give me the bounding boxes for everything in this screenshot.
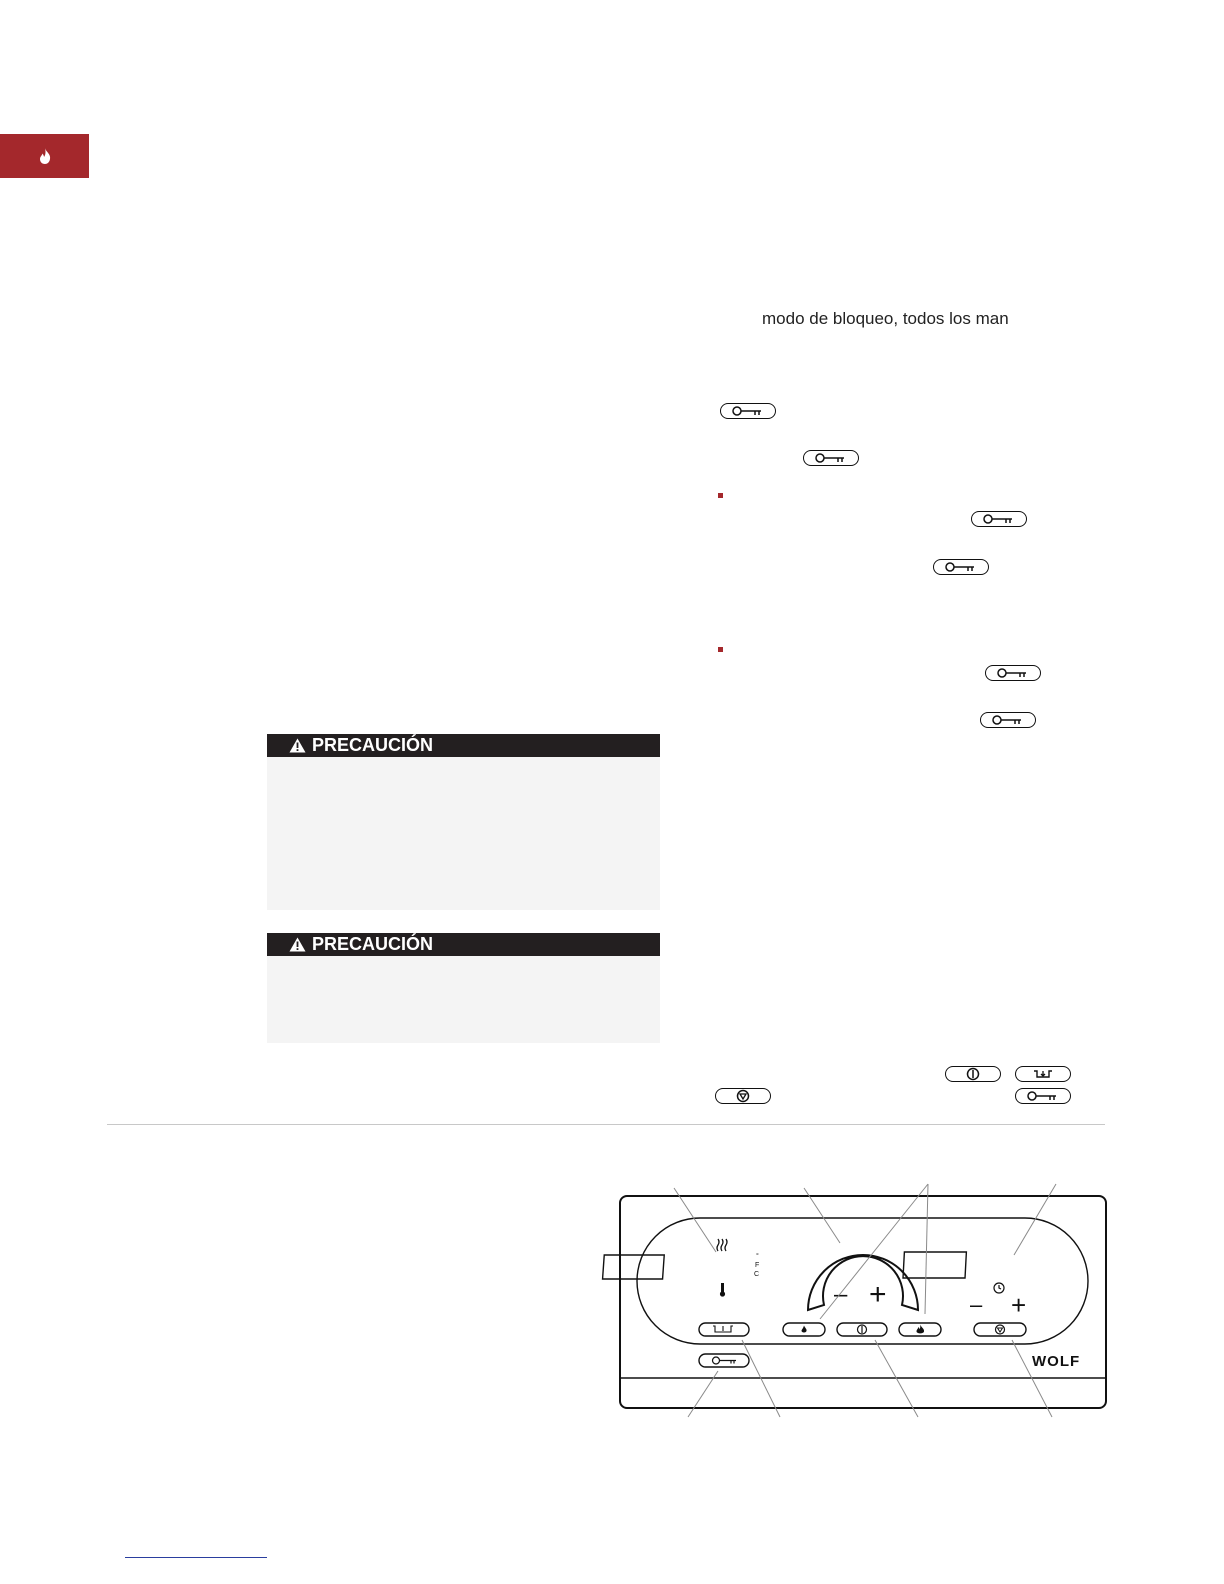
brand-logo: WOLF xyxy=(1032,1353,1081,1370)
key-lock-icon xyxy=(944,562,978,572)
caution-header-2 xyxy=(267,933,660,956)
lock-mode-text: modo de bloqueo, todos los man xyxy=(762,309,1009,328)
bullet-2 xyxy=(718,647,723,652)
key-lock-button-7[interactable] xyxy=(1015,1088,1071,1104)
burner-minus[interactable]: – xyxy=(834,1281,848,1308)
probe-panel-button[interactable] xyxy=(699,1323,749,1336)
section-divider xyxy=(107,1124,1105,1125)
broil-heat-icon xyxy=(717,1239,727,1251)
oven-temp-display xyxy=(603,1255,665,1279)
caution-box-2 xyxy=(267,933,660,1043)
temp-unit-degree: ° xyxy=(756,1253,759,1260)
timer-display xyxy=(903,1252,966,1278)
section-tab xyxy=(0,134,89,178)
caution-header-1 xyxy=(267,734,660,757)
timer-plus[interactable]: + xyxy=(1011,1290,1027,1320)
panel-frame xyxy=(620,1196,1106,1408)
caution-label-2: PRECAUCIÓN xyxy=(312,934,434,954)
callout-lines xyxy=(674,1184,1056,1417)
warning-triangle-icon xyxy=(289,937,306,952)
timer-off-icon xyxy=(736,1089,750,1103)
power-button[interactable] xyxy=(945,1066,1001,1082)
warning-triangle-icon xyxy=(289,738,306,753)
timer-clock-icon xyxy=(994,1283,1004,1293)
key-lock-button-6[interactable] xyxy=(980,712,1036,728)
probe-button[interactable] xyxy=(1015,1066,1071,1082)
caution-box-1 xyxy=(267,734,660,910)
key-lock-icon xyxy=(991,715,1025,725)
footer-link-underline[interactable] xyxy=(125,1557,267,1558)
caution-label-1: PRECAUCIÓN xyxy=(312,735,434,755)
key-lock-button-2[interactable] xyxy=(803,450,859,466)
key-lock-icon xyxy=(996,668,1030,678)
key-lock-icon xyxy=(982,514,1016,524)
power-icon xyxy=(966,1067,980,1081)
temp-unit-c: C xyxy=(754,1271,760,1278)
key-lock-icon xyxy=(1026,1091,1060,1101)
key-lock-button-5[interactable] xyxy=(985,665,1041,681)
burner-level-arc xyxy=(808,1255,918,1310)
timer-minus[interactable]: – xyxy=(970,1292,983,1317)
key-lock-button-3[interactable] xyxy=(971,511,1027,527)
key-lock-icon xyxy=(814,453,848,463)
flame-icon xyxy=(37,147,53,165)
key-lock-button-4[interactable] xyxy=(933,559,989,575)
probe-icon xyxy=(1032,1068,1054,1080)
thermometer-icon xyxy=(720,1283,725,1297)
burner-plus[interactable]: + xyxy=(869,1278,887,1311)
timer-off-button[interactable] xyxy=(715,1088,771,1104)
key-lock-button-1[interactable] xyxy=(720,403,776,419)
temp-unit-f: F xyxy=(755,1262,760,1269)
bullet-1 xyxy=(718,493,723,498)
key-lock-icon xyxy=(731,406,765,416)
